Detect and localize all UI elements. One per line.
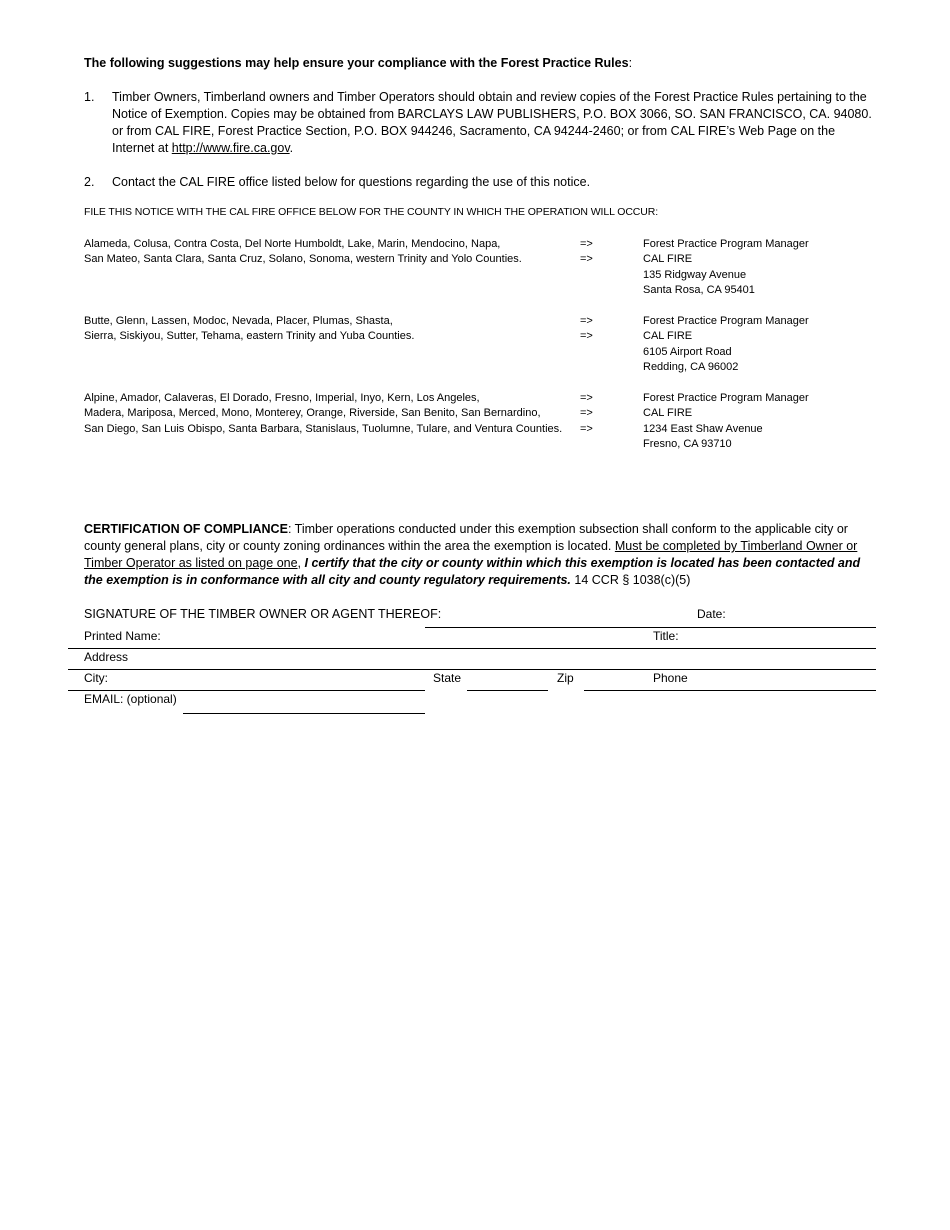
office-address: [643, 314, 809, 376]
office-address: [643, 237, 809, 299]
certification-citation: 14 CCR § 1038(c)(5): [570, 573, 691, 587]
certification-separator: ,: [297, 556, 305, 570]
suggestion-item-1: [84, 89, 874, 159]
email-label: EMAIL: (optional): [84, 692, 177, 706]
compliance-heading-colon: :: [628, 56, 633, 70]
office-line: CAL FIRE: [643, 253, 693, 266]
email-line[interactable]: [183, 713, 425, 714]
arrow: =>: [580, 330, 593, 343]
office-line: CAL FIRE: [643, 407, 693, 420]
county-line: San Mateo, Santa Clara, Santa Cruz, Solano, Sonoma, western Trinity and Yolo Counties.: [84, 253, 522, 266]
office-line: 6105 Airport Road: [643, 345, 732, 358]
city-line[interactable]: [68, 690, 425, 691]
state-line[interactable]: [467, 690, 548, 691]
region-counties: [84, 391, 564, 437]
arrow: =>: [580, 253, 593, 266]
cal-fire-website-link[interactable]: http://www.fire.ca.gov: [171, 141, 290, 155]
region-counties: [84, 237, 564, 268]
arrow: =>: [580, 407, 593, 420]
office-line: Forest Practice Program Manager: [643, 392, 809, 404]
region-block-fresno: [84, 391, 874, 455]
county-line: Alpine, Amador, Calaveras, El Dorado, Fresno, Imperial, Inyo, Kern, Los Angeles,: [84, 392, 480, 404]
office-line: 135 Ridgway Avenue: [643, 268, 747, 281]
compliance-heading: [84, 56, 632, 70]
region-arrows: [580, 391, 593, 437]
printed-name-line[interactable]: [68, 648, 876, 649]
office-line: Forest Practice Program Manager: [643, 238, 809, 250]
suggestion-number: 1.: [84, 90, 95, 104]
city-label: City:: [84, 671, 108, 685]
arrow: =>: [580, 422, 593, 435]
region-block-redding: [84, 314, 874, 378]
suggestion-text: Contact the CAL FIRE office listed below for questions regarding the use of this notice.: [112, 175, 591, 189]
county-line: Sierra, Siskiyou, Sutter, Tehama, eastern Trinity and Yuba Counties.: [84, 330, 415, 343]
signature-label: SIGNATURE OF THE TIMBER OWNER OR AGENT THEREOF:: [84, 607, 442, 621]
region-arrows: [580, 314, 593, 345]
county-line: San Diego, San Luis Obispo, Santa Barbara, Stanislaus, Tuolumne, Tulare, and Ventura Counties.: [84, 422, 563, 435]
office-line: Santa Rosa, CA 95401: [643, 284, 755, 297]
certification-title: CERTIFICATION OF COMPLIANCE: [84, 522, 288, 536]
file-notice-instruction: FILE THIS NOTICE WITH THE CAL FIRE OFFICE BELOW FOR THE COUNTY IN WHICH THE OPERATION WILL OCCUR:: [84, 206, 659, 218]
certification-of-compliance: [84, 521, 874, 589]
arrow: =>: [580, 315, 593, 327]
certification-text: : Timber operations conducted under this exemption subsection shall conform to the applicable city or county general plans, city or county zoning ordinances within the area the exemption is located.: [84, 522, 848, 553]
address-line[interactable]: [68, 669, 876, 670]
state-label: State: [433, 671, 462, 685]
office-line: Forest Practice Program Manager: [643, 315, 809, 327]
certification-underlined-text: Must be completed by Timberland Owner or Timber Operator as listed on page one: [84, 539, 858, 570]
office-line: Redding, CA 96002: [643, 361, 739, 374]
office-line: CAL FIRE: [643, 330, 693, 343]
county-line: Madera, Mariposa, Merced, Mono, Monterey, Orange, Riverside, San Benito, San Bernardino,: [84, 407, 541, 420]
suggestion-text-body: Timber Owners, Timberland owners and Timber Operators should obtain and review copies of the Forest Practice Rules pertaining to the Notice of Exemption. Copies may be obtained from BARCLAYS LAW PUBLISHERS, P.O. BOX 3066, SO. SAN FRANCISCO, CA. 94080. or from CAL FIRE, Forest Practice Section, P.O. BOX 944246, Sacramento, CA 94244-2460; or from CAL FIRE’s Web Page on the Internet at: [112, 90, 872, 155]
office-line: 1234 East Shaw Avenue: [643, 422, 763, 435]
signature-line[interactable]: [425, 627, 876, 628]
office-line: Fresno, CA 93710: [643, 438, 732, 451]
certification-statement: I certify that the city or county within which this exemption is located has been contacted and the exemption is in conformance with all city and county regulatory requirements.: [84, 556, 861, 587]
region-arrows: [580, 237, 593, 268]
printed-name-label: Printed Name:: [84, 629, 161, 643]
phone-label: Phone: [653, 671, 688, 685]
suggestion-number: 2.: [84, 175, 95, 189]
office-address: [643, 391, 809, 453]
suggestion-text-end: .: [289, 141, 294, 155]
county-line: Alameda, Colusa, Contra Costa, Del Norte Humboldt, Lake, Marin, Mendocino, Napa,: [84, 238, 501, 250]
zip-phone-line[interactable]: [584, 690, 876, 691]
county-line: Butte, Glenn, Lassen, Modoc, Nevada, Placer, Plumas, Shasta,: [84, 315, 393, 327]
title-label: Title:: [653, 629, 679, 643]
zip-label: Zip: [557, 671, 574, 685]
compliance-heading-bold: The following suggestions may help ensure your compliance with the Forest Practice Rules: [84, 56, 629, 70]
arrow: =>: [580, 392, 593, 404]
region-counties: [84, 314, 564, 345]
arrow: =>: [580, 238, 593, 250]
address-label: Address: [84, 650, 129, 664]
suggestion-item-2: [84, 174, 874, 192]
date-label: Date:: [697, 607, 726, 621]
suggestion-text: [112, 89, 874, 157]
region-block-santa-rosa: [84, 237, 874, 301]
